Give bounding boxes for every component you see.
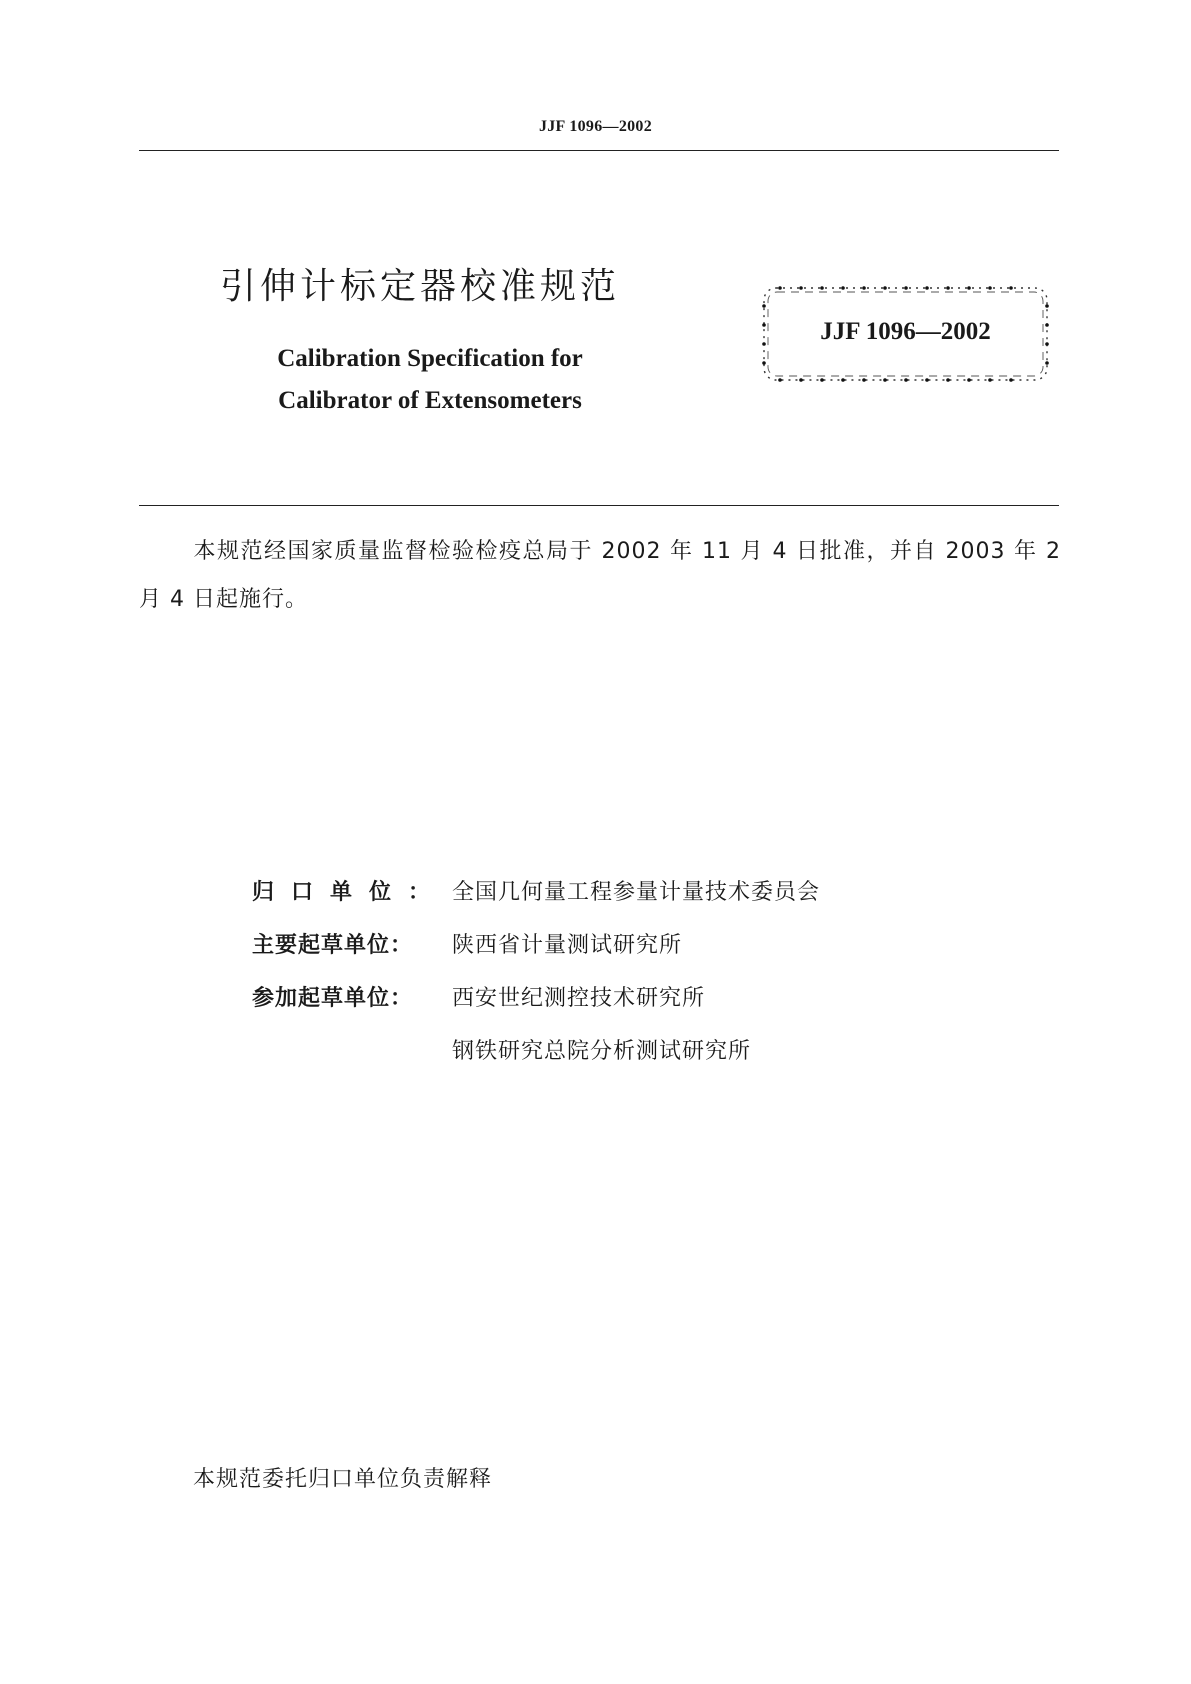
border-dot (925, 378, 929, 382)
approval-paragraph (139, 528, 1061, 624)
interpretation-note: 本规范委托归口单位负责解释 (193, 1467, 493, 1492)
border-dot (883, 286, 887, 290)
border-dot (799, 286, 803, 290)
border-dot (1045, 361, 1049, 365)
title-english-line2: Calibrator of Extensometers (278, 387, 582, 414)
border-dot (1045, 304, 1049, 308)
org-label: 归口单位： (252, 880, 448, 905)
border-dot (883, 378, 887, 382)
org-value: 钢铁研究总院分析测试研究所 (452, 1039, 752, 1064)
border-dot (988, 378, 992, 382)
border-dot (904, 378, 908, 382)
border-dot (820, 378, 824, 382)
border-dot (925, 286, 929, 290)
border-dot (904, 286, 908, 290)
border-dot (1009, 286, 1013, 290)
border-dot (988, 286, 992, 290)
border-dot (1009, 378, 1013, 382)
approval-text: 本规范经国家质量监督检验检疫总局于 2002 年 11 月 4 日批准，并自 2003 年 2 月 4 日起施行。 (139, 539, 1061, 612)
border-dot (967, 378, 971, 382)
border-dot (778, 378, 782, 382)
border-dot (946, 378, 950, 382)
border-dot (778, 286, 782, 290)
section-rule (139, 505, 1059, 506)
org-value: 全国几何量工程参量计量技术委员会 (452, 880, 821, 905)
header-standard-code: JJF 1096—2002 (538, 118, 653, 135)
border-dot (762, 361, 766, 365)
border-dot (841, 286, 845, 290)
border-dot (841, 378, 845, 382)
standard-code-box (758, 282, 1053, 386)
border-dot (967, 286, 971, 290)
border-dot (862, 286, 866, 290)
title-chinese: 引伸计标定器校准规范 (220, 266, 621, 307)
header-rule (139, 150, 1059, 151)
border-dot (762, 304, 766, 308)
org-value: 西安世纪测控技术研究所 (452, 986, 706, 1011)
border-dot (946, 286, 950, 290)
org-label: 主要起草单位： (252, 933, 414, 958)
code-box-label: JJF 1096—2002 (820, 318, 991, 345)
border-dot (799, 378, 803, 382)
org-value: 陕西省计量测试研究所 (452, 933, 683, 958)
title-english-line1: Calibration Specification for (277, 345, 583, 372)
org-label: 参加起草单位： (252, 986, 414, 1011)
border-dot (862, 378, 866, 382)
border-dot (820, 286, 824, 290)
